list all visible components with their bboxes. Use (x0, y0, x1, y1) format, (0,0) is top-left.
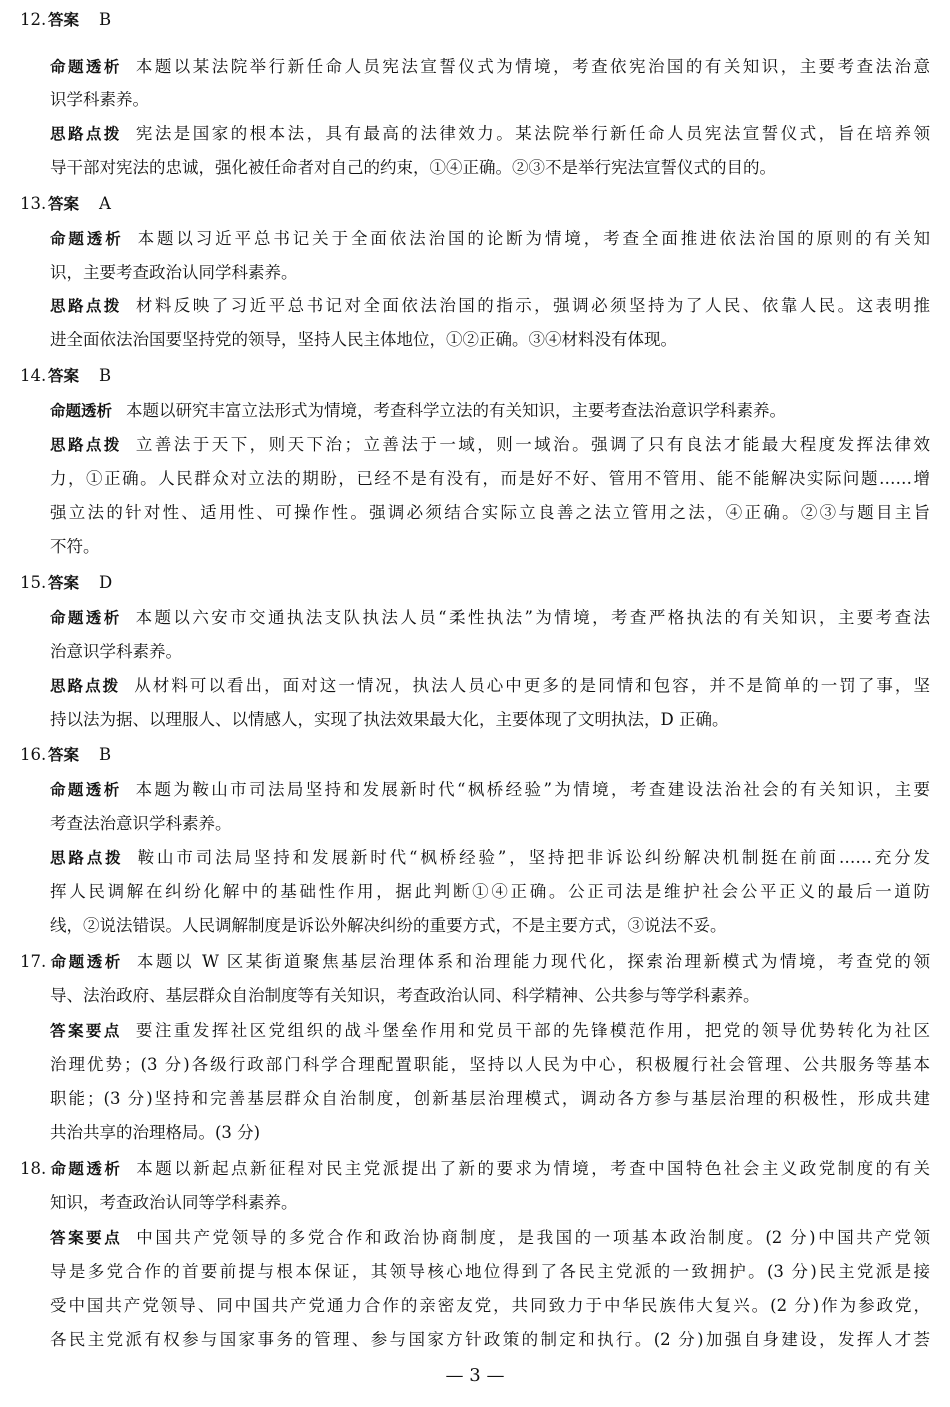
q13-answer-label: 答案 (48, 195, 80, 213)
q13-analysis-label: 命题透析 (50, 230, 124, 248)
q13-hint-label: 思路点拨 (50, 297, 122, 315)
q14-hint-line-2: 力，①正确。人民群众对立法的期盼，已经不是有没有，而是好不好、管用不管用、能不能解决实际问题……增 (50, 469, 930, 488)
q17-number: 17. (20, 952, 47, 971)
q17-key-line-4: 共治共享的治理格局。(3 分) (50, 1123, 261, 1142)
q16-hint-line-1: 思路点拨 鞍山市司法局坚持和发展新时代“枫桥经验”，坚持把非诉讼纠纷解决机制挺在前面……充分发 (50, 848, 930, 867)
q17-analysis-line-2: 导、法治政府、基层群众自治制度等有关知识，考查政治认同、科学精神、公共参与等学科素养。 (50, 986, 760, 1005)
q18-analysis-line-2: 知识，考查政治认同等学科素养。 (50, 1193, 298, 1212)
q12-hint-label: 思路点拨 (50, 125, 122, 143)
q16-analysis-label: 命题透析 (50, 781, 122, 799)
q14-number: 14. (20, 366, 47, 385)
q12-analysis-line-2: 识学科素养。 (50, 90, 149, 109)
q12-answer-label: 答案 (48, 11, 80, 29)
q14-hint-label: 思路点拨 (50, 436, 122, 454)
q13-answer: A (99, 194, 111, 213)
q16-hint-label: 思路点拨 (50, 849, 124, 867)
q14-analysis-line-1: 命题透析 本题以研究丰富立法形式为情境，考查科学立法的有关知识，主要考查法治意识学科素养。 (50, 401, 787, 420)
q12-hint-line-1: 思路点拨 宪法是国家的根本法，具有最高的法律效力。某法院举行新任命人员宪法宣誓仪式，旨在培养领 (50, 124, 930, 143)
q13-hint-line-1: 思路点拨 材料反映了习近平总书记对全面依法治国的指示，强调必须坚持为了人民、依靠人民。这表明推 (50, 296, 930, 315)
q15-hint-label: 思路点拨 (50, 677, 121, 695)
q16-hint-line-2: 挥人民调解在纠纷化解中的基础性作用，据此判断①④正确。公正司法是维护社会公平正义的最后一道防 (50, 882, 930, 901)
q18-key-line-3: 受中国共产党领导、同中国共产党通力合作的亲密友党，共同致力于中华民族伟大复兴。(2 分)作为参政党， (50, 1296, 930, 1315)
q14-answer-label: 答案 (48, 367, 80, 385)
q15-answer-row (20, 571, 900, 595)
q13-hint-line-2: 进全面依法治国要坚持党的领导，坚持人民主体地位，①②正确。③④材料没有体现。 (50, 330, 677, 349)
q17-key-label: 答案要点 (50, 1022, 122, 1040)
q14-hint-line-3: 强立法的针对性、适用性、可操作性。强调必须结合实际立良善之法立管用之法，④正确。②③与题目主旨 (50, 503, 930, 522)
q16-analysis-line-2: 考查法治意识学科素养。 (50, 814, 232, 833)
q17-analysis-label: 命题透析 (48, 953, 123, 971)
q13-analysis-line-1: 命题透析 本题以习近平总书记关于全面依法治国的论断为情境，考查全面推进依法治国的原则的有关知 (50, 229, 930, 248)
q12-answer: B (99, 10, 112, 29)
q15-analysis-label: 命题透析 (50, 609, 122, 627)
page-number: — 3 — (445, 1365, 505, 1386)
q18-key-line-4: 各民主党派有权参与国家事务的管理、参与国家方针政策的制定和执行。(2 分)加强自身建设，发挥人才荟 (50, 1330, 930, 1349)
q17-key-line-2: 治理优势；(3 分)各级行政部门科学合理配置职能，坚持以人民为中心，积极履行社会管理、公共服务等基本 (50, 1055, 930, 1074)
q15-number: 15. (20, 573, 47, 592)
q16-answer-row (20, 743, 900, 767)
q16-answer: B (99, 745, 112, 764)
q15-hint-line-2: 持以法为据、以理服人、以情感人，实现了执法效果最大化，主要体现了文明执法，D 正确。 (50, 710, 729, 729)
q15-analysis-line-1: 命题透析 本题以六安市交通执法支队执法人员“柔性执法”为情境，考查严格执法的有关知识，主要考查法 (50, 608, 930, 627)
q18-key-line-1: 答案要点 中国共产党领导的多党合作和政治协商制度，是我国的一项基本政治制度。(2 分)中国共产党领 (50, 1228, 930, 1247)
q14-hint-line-4: 不符。 (50, 537, 100, 556)
q13-answer-row (20, 192, 900, 216)
q14-answer-row (20, 364, 900, 388)
q14-hint-line-1: 思路点拨 立善法于天下，则天下治；立善法于一域，则一域治。强调了只有良法才能最大程度发挥法律效 (50, 435, 930, 454)
q18-number: 18. (20, 1159, 47, 1178)
q18-key-line-2: 导是多党合作的首要前提与根本保证，其领导核心地位得到了各民主党派的一致拥护。(3 分)民主党派是接 (50, 1262, 930, 1281)
q16-analysis-line-1: 命题透析 本题为鞍山市司法局坚持和发展新时代“枫桥经验”为情境，考查建设法治社会的有关知识，主要 (50, 780, 930, 799)
q12-number: 12. (20, 10, 47, 29)
q16-number: 16. (20, 745, 47, 764)
q14-answer: B (99, 366, 112, 385)
q18-key-label: 答案要点 (50, 1229, 123, 1247)
q16-hint-line-3: 线，②说法错误。人民调解制度是诉讼外解决纠纷的重要方式，不是主要方式，③说法不妥。 (50, 916, 727, 935)
q17-key-line-1: 答案要点 要注重发挥社区党组织的战斗堡垒作用和党员干部的先锋模范作用，把党的领导优势转化为社区 (50, 1021, 930, 1040)
q18-analysis-label: 命题透析 (48, 1160, 123, 1178)
q16-answer-label: 答案 (48, 746, 80, 764)
q13-number: 13. (20, 194, 47, 213)
q17-analysis-line-1: 17. 命题透析 本题以 W 区某街道聚焦基层治理体系和治理能力现代化，探索治理新模式为情境，考查党的领 (20, 950, 930, 974)
q14-analysis-label: 命题透析 (50, 402, 113, 420)
q13-analysis-line-2: 识，主要考查政治认同学科素养。 (50, 263, 298, 282)
q12-analysis-label: 命题透析 (50, 58, 122, 76)
q15-answer-label: 答案 (48, 574, 80, 592)
q12-hint-line-2: 导干部对宪法的忠诚，强化被任命者对自己的约束，①④正确。②③不是举行宪法宣誓仪式的目的。 (50, 158, 776, 177)
q15-analysis-line-2: 治意识学科素养。 (50, 642, 182, 661)
q12-answer-row (20, 8, 900, 32)
q15-hint-line-1: 思路点拨 从材料可以看出，面对这一情况，执法人员心中更多的是同情和包容，并不是简单的一罚了事，坚 (50, 676, 930, 695)
q12-analysis-line-1: 命题透析 本题以某法院举行新任命人员宪法宣誓仪式为情境，考查依宪治国的有关知识，主要考查法治意 (50, 57, 930, 76)
q15-answer: D (99, 573, 113, 592)
q18-analysis-line-1: 18. 命题透析 本题以新起点新征程对民主党派提出了新的要求为情境，考查中国特色社会主义政党制度的有关 (20, 1157, 930, 1181)
q17-key-line-3: 职能；(3 分)坚持和完善基层群众自治制度，创新基层治理模式，调动各方参与基层治理的积极性，形成共建 (50, 1089, 930, 1108)
